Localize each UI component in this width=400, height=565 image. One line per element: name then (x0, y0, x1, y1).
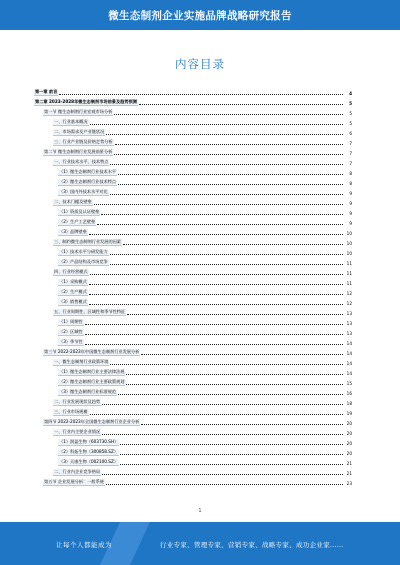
toc-entry-page: 9 (349, 201, 352, 206)
toc-entry-page: 8 (349, 171, 352, 176)
toc-entry-page: 10 (346, 231, 352, 236)
toc-leader-dots (90, 414, 343, 415)
toc-entry-page: 10 (346, 241, 352, 246)
toc-entry[interactable] (34, 306, 352, 316)
toc-leader-dots (85, 344, 343, 345)
toc-entry-page: 14 (346, 361, 352, 366)
toc-entry[interactable] (34, 266, 352, 276)
toc-entry[interactable] (34, 336, 352, 346)
toc-entry[interactable] (34, 186, 352, 196)
toc-entry[interactable] (34, 156, 352, 166)
toc-entry-label: （1）采购模式 (59, 279, 87, 284)
toc-entry-label: 二、技术门槛及壁垒 (54, 199, 92, 204)
toc-leader-dots (89, 304, 343, 305)
toc-entry-page: 4 (349, 91, 352, 96)
toc-leader-dots (115, 144, 343, 145)
toc-leader-dots (141, 424, 343, 425)
toc-entry-page: 6 (349, 131, 352, 136)
toc-leader-dots (101, 214, 343, 215)
toc-entry[interactable] (34, 316, 352, 326)
table-of-contents (34, 86, 352, 486)
toc-entry-page: 20 (346, 441, 352, 446)
toc-entry-label: 一、行业基本概况 (54, 119, 88, 124)
toc-entry[interactable] (34, 176, 352, 186)
toc-entry-label: 二、市场需求及产业链状况 (54, 129, 105, 134)
toc-entry[interactable] (34, 426, 352, 436)
toc-entry-page: 19 (346, 411, 352, 416)
toc-entry-label: 一、行业内主要企业情况 (54, 429, 101, 434)
toc-leader-dots (118, 184, 343, 185)
toc-entry[interactable] (34, 106, 352, 116)
toc-leader-dots (102, 404, 343, 405)
toc-entry-label: 第一节 微生态制剂行业宏观市场分析 (44, 109, 113, 114)
toc-leader-dots (139, 104, 343, 105)
toc-entry-label: 三、行业市场规模 (54, 409, 88, 414)
toc-entry-label: （3）销售模式 (59, 299, 87, 304)
toc-entry[interactable] (34, 386, 352, 396)
toc-leader-dots (120, 454, 343, 455)
toc-leader-dots (127, 314, 343, 315)
toc-entry[interactable] (34, 346, 352, 356)
toc-entry-label: （1）技术水平与研发能力 (59, 249, 108, 254)
toc-leader-dots (118, 174, 343, 175)
toc-entry-label: （2）微生态制剂行业主要政策规划 (59, 379, 125, 384)
toc-entry-label: （3）天康生物（002100.SZ） (59, 459, 119, 464)
toc-entry-label: （3）品牌壁垒 (59, 229, 87, 234)
toc-leader-dots (141, 354, 343, 355)
toc-entry[interactable] (34, 326, 352, 336)
toc-entry[interactable] (34, 226, 352, 236)
toc-entry[interactable] (34, 476, 352, 486)
toc-entry[interactable] (34, 206, 352, 216)
footer-roles: 行业专家、管理专家、营销专家、战略专家、成功企业家…… (160, 541, 344, 549)
toc-leader-dots (126, 384, 343, 385)
toc-leader-dots (120, 464, 343, 465)
toc-leader-dots (85, 334, 343, 335)
toc-entry[interactable] (34, 86, 352, 96)
toc-entry[interactable] (34, 466, 352, 476)
toc-entry-label: 三、制约微生态制剂行业发展的因素 (54, 239, 122, 244)
toc-leader-dots (94, 204, 343, 205)
toc-entry-page: 8 (349, 181, 352, 186)
toc-entry[interactable] (34, 436, 352, 446)
toc-entry-page: 9 (349, 191, 352, 196)
toc-entry-page: 10 (346, 251, 352, 256)
toc-entry-label: 第二节 微生态制剂行业发展前景分析 (44, 149, 113, 154)
toc-entry-label: （2）生产工艺壁垒 (59, 219, 96, 224)
toc-leader-dots (114, 114, 343, 115)
toc-entry[interactable] (34, 406, 352, 416)
toc-leader-dots (102, 474, 343, 475)
toc-entry-label: （1）微生态制剂行业技术水平 (59, 169, 117, 174)
toc-entry-label: （1）资质及认证壁垒 (59, 209, 100, 214)
toc-entry-label: 第四节 2022-2023年全国微生态制剂行业企业分析 (44, 419, 140, 424)
toc-entry-page: 5 (349, 101, 352, 106)
page-number: 1 (198, 508, 202, 514)
toc-entry-page: 13 (346, 331, 352, 336)
toc-entry[interactable] (34, 456, 352, 466)
toc-entry-page: 14 (346, 341, 352, 346)
toc-entry-label: 二、行业发展现状及趋势 (54, 399, 101, 404)
toc-entry[interactable] (34, 236, 352, 246)
toc-entry-label: （2）区域性 (59, 329, 83, 334)
toc-leader-dots (89, 294, 343, 295)
toc-entry-label: 一、微生态制剂行业政策环境 (54, 359, 109, 364)
toc-entry-page: 12 (346, 301, 352, 306)
toc-entry-page: 7 (349, 141, 352, 146)
toc-entry-label: （2）微生态制剂行业技术特点 (59, 179, 117, 184)
toc-entry-page: 7 (349, 161, 352, 166)
toc-leader-dots (90, 124, 343, 125)
toc-leader-dots (106, 484, 343, 485)
toc-entry[interactable] (34, 296, 352, 306)
toc-entry-page: 16 (346, 391, 352, 396)
toc-leader-dots (120, 444, 343, 445)
toc-entry[interactable] (34, 376, 352, 386)
toc-entry-label: 三、行业产业链及价格走势分析 (54, 139, 113, 144)
toc-entry-label: （1）微生态制剂行业主要法律法规 (59, 369, 125, 374)
toc-heading: 内容目录 (175, 57, 225, 71)
toc-entry[interactable] (34, 116, 352, 126)
toc-entry-page: 21 (346, 471, 352, 476)
toc-entry-label: （3）季节性 (59, 339, 83, 344)
toc-leader-dots (110, 194, 343, 195)
toc-entry[interactable] (34, 286, 352, 296)
toc-entry-page: 5 (349, 121, 352, 126)
toc-entry-page: 21 (346, 461, 352, 466)
toc-entry-page: 14 (346, 351, 352, 356)
toc-leader-dots (110, 264, 343, 265)
toc-leader-dots (85, 324, 343, 325)
toc-entry[interactable] (34, 216, 352, 226)
toc-entry-label: （2）生产模式 (59, 289, 87, 294)
toc-leader-dots (110, 164, 343, 165)
toc-entry-label: 一、行业技术水平、技术特点 (54, 159, 109, 164)
toc-entry-label: 二、行业内企业竞争格局 (54, 469, 101, 474)
footer-slogan: 让每个人都能成为 (56, 541, 112, 549)
toc-leader-dots (97, 224, 343, 225)
toc-entry-page: 20 (346, 431, 352, 436)
footer-banner (0, 522, 400, 565)
toc-leader-dots (106, 134, 343, 135)
toc-entry[interactable] (34, 396, 352, 406)
toc-leader-dots (89, 284, 343, 285)
toc-entry[interactable] (34, 126, 352, 136)
toc-leader-dots (110, 254, 343, 255)
toc-entry-label: （3）国内外技术水平对比 (59, 189, 108, 194)
report-title: 微生态制剂企业实施品牌战略研究报告 (108, 9, 292, 22)
toc-entry[interactable] (34, 446, 352, 456)
toc-entry-label: （2）科拓生物（300858.SZ） (59, 449, 119, 454)
toc-entry-label: 第三节 2022-2023年中国微生态制剂行业发展分析 (44, 349, 140, 354)
toc-entry-page: 7 (349, 151, 352, 156)
toc-entry-page: 11 (346, 281, 352, 286)
toc-entry-label: （1）周期性 (59, 319, 83, 324)
toc-entry-page: 14 (346, 371, 352, 376)
toc-entry[interactable] (34, 136, 352, 146)
toc-leader-dots (110, 364, 343, 365)
toc-leader-dots (89, 234, 343, 235)
toc-entry-page: 20 (346, 451, 352, 456)
toc-leader-dots (59, 94, 343, 95)
toc-entry-label: （2）产品结构及市场竞争 (59, 259, 108, 264)
toc-leader-dots (126, 374, 343, 375)
toc-entry-label: 四、行业经营模式 (54, 269, 88, 274)
toc-entry-label: 第五节 企业发展分析：一般系统 (44, 479, 104, 484)
toc-leader-dots (114, 154, 343, 155)
toc-entry-page: 12 (346, 291, 352, 296)
toc-entry-page: 13 (346, 321, 352, 326)
toc-entry-label: 第二章 2023-2028年微生态制剂市场前景及趋势预测 (35, 99, 137, 104)
toc-entry-page: 11 (346, 271, 352, 276)
toc-leader-dots (118, 394, 343, 395)
toc-entry-page: 5 (349, 111, 352, 116)
toc-entry[interactable] (34, 416, 352, 426)
toc-entry-page: 11 (346, 261, 352, 266)
toc-leader-dots (123, 244, 343, 245)
toc-leader-dots (102, 434, 343, 435)
toc-entry[interactable] (34, 196, 352, 206)
toc-entry[interactable] (34, 256, 352, 266)
header-bar (0, 0, 400, 30)
toc-entry-page: 23 (346, 481, 352, 486)
toc-entry-page: 13 (346, 311, 352, 316)
toc-entry-page: 15 (346, 381, 352, 386)
toc-entry[interactable] (34, 96, 352, 106)
toc-entry-label: （3）微生态制剂行业标准规范 (59, 389, 117, 394)
toc-entry[interactable] (34, 276, 352, 286)
toc-entry-page: 9 (349, 211, 352, 216)
toc-entry-label: （1）润盈生物（603730.SH） (59, 439, 119, 444)
toc-entry[interactable] (34, 146, 352, 156)
toc-entry-label: 五、行业周期性、区域性和季节性特征 (54, 309, 126, 314)
toc-entry[interactable] (34, 166, 352, 176)
toc-entry[interactable] (34, 366, 352, 376)
toc-entry[interactable] (34, 246, 352, 256)
toc-entry-page: 20 (346, 421, 352, 426)
toc-leader-dots (90, 274, 343, 275)
toc-entry-label: 第一章 前言 (35, 89, 58, 94)
toc-entry-page: 18 (346, 401, 352, 406)
toc-entry[interactable] (34, 356, 352, 366)
toc-entry-page: 9 (349, 221, 352, 226)
